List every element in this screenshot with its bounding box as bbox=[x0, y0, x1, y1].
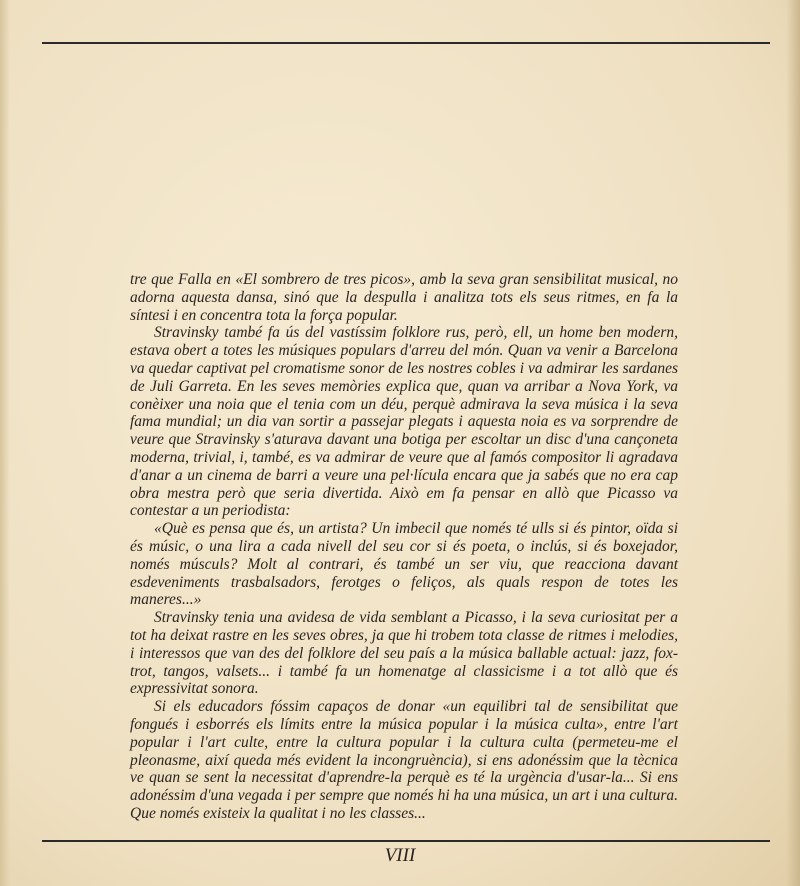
bottom-rule bbox=[42, 840, 770, 842]
paragraph: Stravinsky tenia una avidesa de vida semblant a Picasso, i la seva curiositat per a tot ha deixat rastre en les seves obres, ja que hi trobem tota classe de ritmes i melodies, i interessos que van des del folklore del seu país a la música ballable actual: jazz, fox-trot, tangos, valsets... i també fa un homenatge al classicisme i a tot allò que és expressivitat sonora. bbox=[130, 609, 678, 698]
quotation: «Què es pensa que és, un artista? Un imbecil que només té ulls si és pintor, oïda si és músic, o una lira a cada nivell del seu cor si és poeta, o inclús, si és boxejador, només músculs? Molt al contrari, és també un ser viu, que reacciona davant esdeveniments trasbalsadors, ferotges o feliços, als quals respon de totes les maneres...» bbox=[130, 520, 678, 609]
paper-edge-left bbox=[0, 0, 10, 886]
page-number: VIII bbox=[384, 845, 416, 866]
paper-edge-right bbox=[786, 0, 800, 886]
paragraph: tre que Falla en «El sombrero de tres picos», amb la seva gran sensibilitat musical, no adorna aquesta dansa, sinó que la despulla i analitza tots els seus ritmes, en fa la síntesi i en concentra tota la força popular. bbox=[130, 271, 678, 324]
body-text bbox=[130, 271, 678, 823]
paragraph: Stravinsky també fa ús del vastíssim folklore rus, però, ell, un home ben modern, estava obert a totes les músiques populars d'arreu del món. Quan va venir a Barcelona va quedar captivat pel cromatisme sonor de les nostres cobles i va admirar les sardanes de Juli Garreta. En les seves memòries explica que, quan va arribar a Nova York, va conèixer una noia que el tenia com un déu, perquè admirava la seva música i la seva fama mundial; un dia van sortir a passejar plegats i aquesta noia es va sorprendre de veure que Stravinsky s'aturava davant una botiga per escoltar un disc d'una cançoneta moderna, trivial, i, també, es va admirar de veure que al famós compositor li agradava d'anar a un cinema de barri a veure una pel·lícula encara que ja sabés que no era cap obra mestra però que seria divertida. Això em fa pensar en allò que Picasso va contestar a un periodista: bbox=[130, 324, 678, 520]
top-rule bbox=[42, 42, 770, 44]
paragraph: Si els educadors fóssim capaços de donar «un equilibri tal de sensibilitat que fongués i esborrés els límits entre la música popular i la música culta», entre l'art popular i l'art culte, entre la cultura popular i la cultura culta (permeteu-me el pleonasme, així queda més evident la incongruència), si ens adonéssim que la tècnica ve quan se sent la necessitat d'aprendre-la perquè es té la urgència d'usar-la... Si ens adonéssim d'una vegada i per sempre que només hi ha una música, un art i una cultura. Que només existeix la qualitat i no les classes... bbox=[130, 698, 678, 822]
